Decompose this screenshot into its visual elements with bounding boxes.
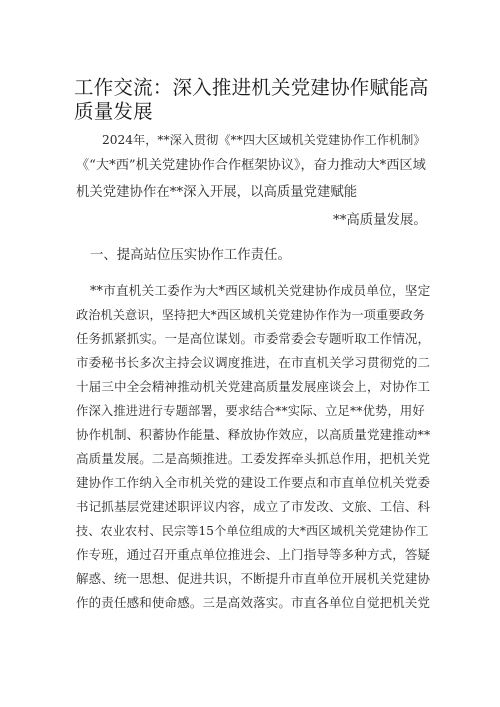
body-line-7: 协作机制、积蓄协作能量、释放协作效应，以高质量党建推动**	[76, 427, 431, 442]
body-line-6: 作深入推进进行专题部署，要求结合**实际、立足**优势，用好	[76, 404, 425, 418]
body-line-10: 书记抓基层党建述职评议内容，成立了市发改、文旅、工信、科	[76, 499, 431, 514]
body-line-1: **市直机关工委作为大*西区域机关党建协作成员单位，坚定	[90, 283, 431, 298]
intro-line-2: 《“大*西”机关党建协作合作框架协议》，奋力推动大*西区域	[76, 158, 426, 173]
body-line-14: 作的责任感和使命感。三是高效落实。市直各单位自觉把机关党	[76, 595, 431, 610]
document-title: 工作交流：深入推进机关党建协作赋能高质量发展	[74, 76, 429, 123]
section-heading: 一、提高站位压实协作工作责任。	[90, 248, 291, 263]
body-line-13: 解惑、统一思想、促进共识，不断提升市直单位开展机关党建协	[76, 571, 431, 586]
body-line-9: 建协作工作纳入全市机关党的建设工作要点和市直单位机关党委	[76, 475, 431, 490]
body-line-12: 作专班，通过召开重点单位推进会、上门指导等多种方式，答疑	[76, 547, 431, 562]
body-line-8: 高质量发展。二是高频推进。工委发挥牵头抓总作用，把机关党	[76, 451, 431, 466]
intro-line-1: 2024年，**深入贯彻《**四大区域机关党建协作工作机制》	[102, 133, 426, 147]
intro-line-3: 机关党建协作在**深入开展，以高质量党建赋能	[76, 185, 358, 200]
body-line-2: 政治机关意识，坚持把大*西区域机关党建协作作为一项重要政务	[76, 308, 426, 322]
body-line-5: 十届三中全会精神推动机关党建高质量发展座谈会上，对协作工	[76, 379, 431, 394]
body-line-4: 市委秘书长多次主持会议调度推进，在市直机关学习贯彻党的二	[76, 355, 431, 370]
intro-line-4: **高质量发展。	[333, 213, 427, 228]
body-line-3: 任务抓紧抓实。一是高位谋划。市委常委会专题听取工作情况，	[76, 331, 431, 346]
body-line-11: 技、农业农村、民宗等15个单位组成的大*西区域机关党建协作工	[76, 524, 429, 538]
